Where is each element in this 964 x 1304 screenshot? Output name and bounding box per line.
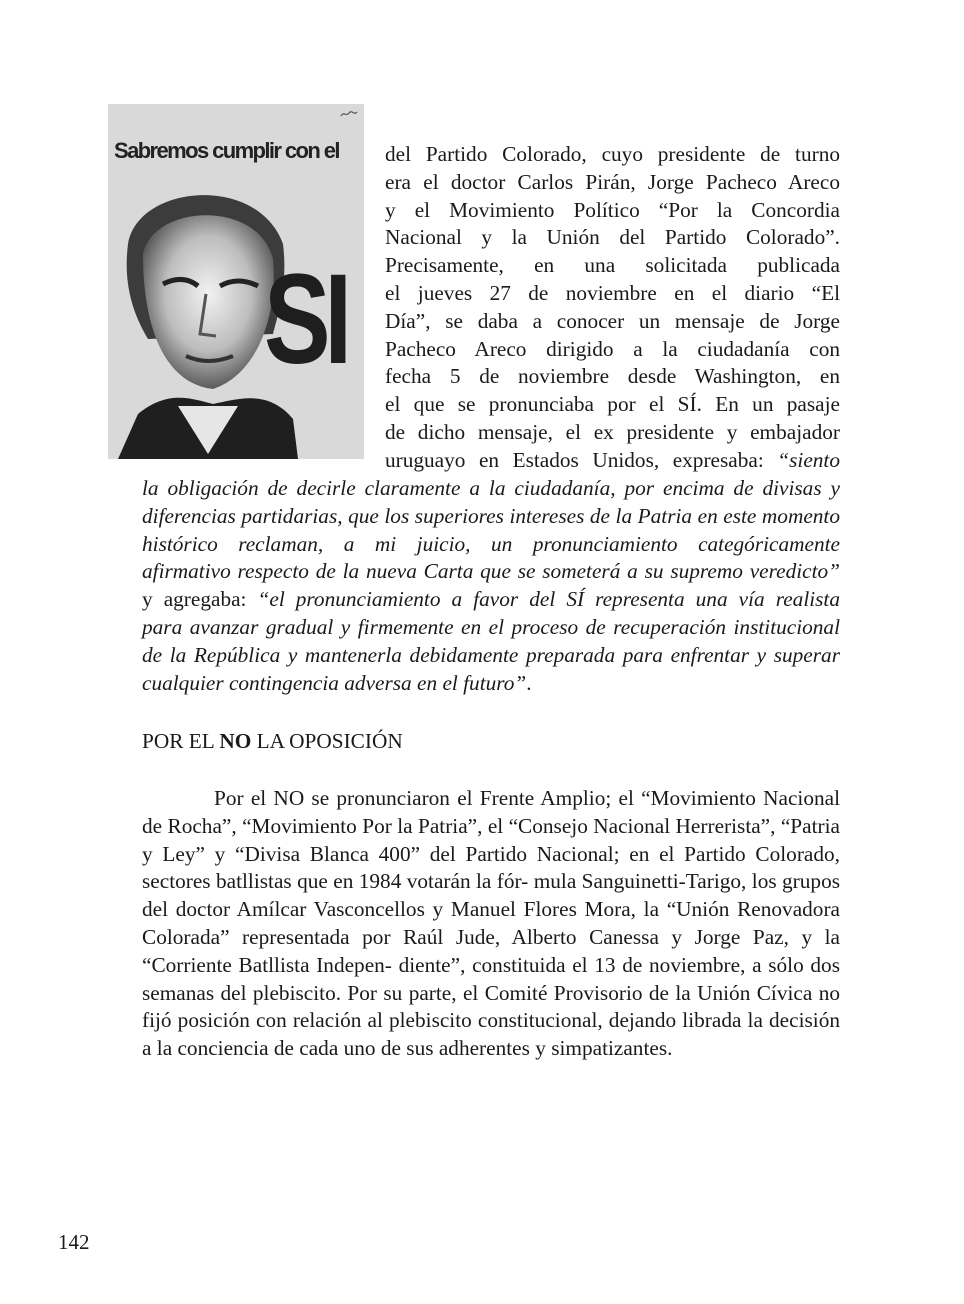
quote-italic: afirmativo respecto de la nueva Carta que se someterá a su supremo veredicto” [142,559,840,584]
section-heading [142,727,403,755]
heading-text: LA OPOSICIÓN [251,729,403,753]
body-paragraph [142,785,840,1063]
text-line: Por su parte, el Comité Provisorio de la Unión Cívica no fijó posición [142,980,840,1033]
text-plain: . [526,670,532,695]
text-line [142,558,840,586]
quote-italic: cualquier contingencia adversa en el futuro” [142,670,527,695]
quote-italic: para avanzar gradual y firmemente en el proceso de recuperación institucional [142,614,840,639]
text-line: Nacional de Rocha”, “Movimiento Por la Patria”, el “Consejo Nacional [142,786,840,838]
text-line: Precisamente, en una solicitada publicada [385,253,840,278]
text-line: el que se pronunciaba por el SÍ. En un pasaje [385,392,840,417]
text-line [142,642,840,670]
quote-italic: “el pronunciamiento a favor del SÍ representa una vía realista [257,587,841,612]
text-line: mula Sanguinetti-Tarigo, los grupos del doctor Amílcar Vasconcellos y [142,869,841,922]
text-line: fecha 5 de noviembre desde Washington, en [385,364,840,389]
poster-headline: Sabremos cumplir con el [114,138,339,163]
text-line: conciencia de cada uno de sus adherentes y simpatizantes. [177,1036,673,1061]
text-line: Herrerista”, “Patria y Ley” y “Divisa Blanca 400” del Partido Nacional; [142,813,840,866]
text-line [142,475,840,503]
text-line [142,670,840,698]
text-line: en el Partido Colorado, sectores batllistas que en 1984 votarán la fór- [142,841,841,894]
quote-italic: “siento [777,447,840,472]
heading-bold: NO [219,729,252,753]
text-line: y el Movimiento Político “Por la Concordia [385,197,840,222]
quote-block [142,475,840,697]
text-line [142,614,840,642]
quote-italic: de la República y mantenerla debidamente preparada para enfrentar y superar [142,642,840,667]
text-line [385,447,840,475]
text-line: Manuel Flores Mora, la “Unión Renovadora Colorada” representada por [142,897,840,949]
text-line: Pacheco Areco dirigido a la ciudadanía con [385,336,840,361]
quote-italic: histórico reclaman, a mi juicio, un pronunciamiento categóricamente [142,531,840,556]
text-line [142,586,840,614]
heading-text: POR EL [142,729,220,753]
text-plain: uruguayo en Estados Unidos, expresaba: [385,447,778,472]
side-text-block [385,141,840,475]
text-line: el jueves 27 de noviembre en el diario “El [385,280,840,305]
text-line: diente”, constituida el 13 de noviembre, a sólo dos semanas del plebiscito. [142,952,840,1005]
campaign-poster-image [108,104,364,459]
text-line: del Partido Colorado, cuyo presidente de turno [385,142,840,166]
signature-mark [340,110,358,118]
text-line: Por el NO se pronunciaron el Frente Amplio; el “Movimiento [214,786,756,810]
quote-italic: diferencias partidarias, que los superiores intereses de la Patria en este momento [142,503,840,528]
text-line: Nacional y la Unión del Partido Colorado”. [385,225,840,250]
text-line: Día”, se daba a conocer un mensaje de Jorge [385,308,840,333]
text-line [142,531,840,559]
text-line [142,503,840,531]
poster-big-word: SI [264,248,346,391]
page-number: 142 [58,1230,90,1254]
text-line: con relación al plebiscito constitucional, dejando librada la decisión a la [142,1008,840,1061]
text-line: de dicho mensaje, el ex presidente y embajador [385,419,840,444]
text-plain: y agregaba: [142,587,258,612]
text-line: era el doctor Carlos Pirán, Jorge Pacheco Areco [385,169,840,194]
text-line: Raúl Jude, Alberto Canessa y Jorge Paz, y la “Corriente Batllista Indepen- [142,924,840,977]
quote-italic: la obligación de decirle claramente a la ciudadanía, por encima de divisas y [142,476,840,500]
